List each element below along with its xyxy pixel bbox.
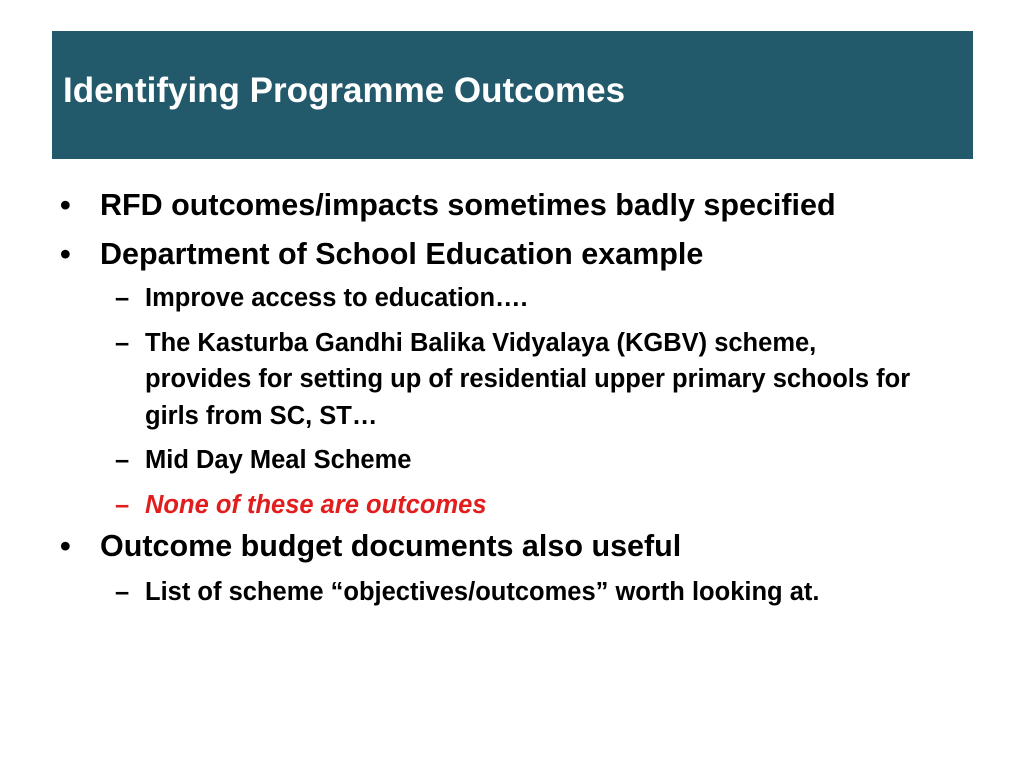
sub-bullet-text: Mid Day Meal Scheme [145, 446, 412, 474]
bullet-text: Department of School Education example [100, 237, 704, 271]
sub-bullet-item-emphasis [115, 487, 960, 524]
sub-bullet-item [115, 325, 960, 443]
sub-bullet-item [115, 442, 960, 487]
sub-bullet-text: List of scheme “objectives/outcomes” worth looking at. [145, 578, 820, 606]
bullet-item [60, 523, 960, 572]
bullet-item [60, 231, 960, 280]
dash-icon: – [115, 446, 130, 474]
slide-title: Identifying Programme Outcomes [63, 71, 626, 110]
bullet-item [60, 182, 960, 231]
bullet-text: Outcome budget documents also useful [100, 529, 682, 563]
sub-bullet-item [115, 572, 960, 619]
dash-icon: – [115, 490, 130, 519]
sub-bullet-item [115, 280, 960, 325]
dash-icon: – [115, 328, 130, 357]
sub-bullet-text: None of these are outcomes [145, 490, 487, 519]
bullet-text: RFD outcomes/impacts sometimes badly specified [100, 188, 836, 222]
bullet-icon: • [60, 188, 71, 222]
bullet-icon: • [60, 529, 71, 563]
dash-icon: – [115, 578, 130, 606]
bullet-icon: • [60, 237, 71, 271]
slide-title-bar [52, 31, 973, 159]
slide-body [60, 182, 960, 619]
sub-bullet-text: The Kasturba Gandhi Balika Vidyalaya (KGBV) scheme, provides for setting up of residential upper primary schools for girls from SC, ST… [145, 328, 911, 430]
sub-bullet-text: Improve access to education…. [145, 284, 528, 312]
dash-icon: – [115, 284, 130, 312]
